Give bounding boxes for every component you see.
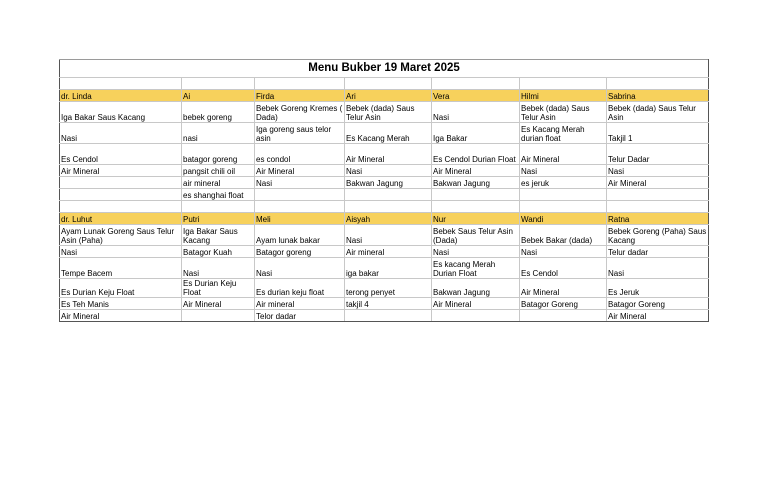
menu-cell[interactable]: Air Mineral	[607, 310, 709, 322]
menu-row	[60, 225, 709, 246]
menu-cell[interactable]	[60, 189, 182, 201]
blank-row	[60, 201, 709, 213]
cell[interactable]	[182, 78, 255, 90]
menu-cell[interactable]: Bebek (dada) Saus Telur Asin	[345, 102, 432, 123]
cell[interactable]	[182, 201, 255, 213]
cell[interactable]	[60, 201, 182, 213]
menu-cell[interactable]: Nasi	[182, 258, 255, 279]
menu-row	[60, 258, 709, 279]
menu-cell[interactable]	[432, 189, 520, 201]
menu-cell[interactable]: Nasi	[607, 165, 709, 177]
menu-cell[interactable]: bebek goreng	[182, 102, 255, 123]
menu-cell[interactable]: Ayam lunak bakar	[255, 225, 345, 246]
menu-cell[interactable]: Es Jeruk	[607, 279, 709, 298]
group2-header-row	[60, 213, 709, 225]
menu-cell[interactable]: Air Mineral	[520, 144, 607, 165]
menu-cell[interactable]: Nasi	[432, 102, 520, 123]
name-header-cell[interactable]: Putri	[182, 213, 255, 225]
menu-cell[interactable]: Nasi	[345, 165, 432, 177]
menu-row	[60, 310, 709, 322]
menu-cell[interactable]: Bebek Saus Telur Asin (Dada)	[432, 225, 520, 246]
cell[interactable]	[432, 201, 520, 213]
name-header-cell[interactable]: Aisyah	[345, 213, 432, 225]
menu-cell[interactable]: Nasi	[60, 246, 182, 258]
menu-cell[interactable]: Air Mineral	[607, 177, 709, 189]
menu-cell[interactable]: Nasi	[255, 258, 345, 279]
menu-cell[interactable]: Air mineral	[345, 246, 432, 258]
name-header-cell[interactable]: dr. Linda	[60, 90, 182, 102]
cell[interactable]	[607, 201, 709, 213]
menu-cell[interactable]: Batagor Goreng	[607, 298, 709, 310]
blank-row	[60, 78, 709, 90]
name-header-cell[interactable]: dr. Luhut	[60, 213, 182, 225]
menu-cell[interactable]: Bebek (dada) Saus Telur Asin	[607, 102, 709, 123]
menu-cell[interactable]: Bakwan Jagung	[345, 177, 432, 189]
menu-cell[interactable]	[520, 310, 607, 322]
name-header-cell[interactable]: Sabrina	[607, 90, 709, 102]
menu-cell[interactable]: Es Cendol	[520, 258, 607, 279]
name-header-cell[interactable]: Vera	[432, 90, 520, 102]
menu-cell[interactable]: Nasi	[345, 225, 432, 246]
name-header-cell[interactable]: Ari	[345, 90, 432, 102]
menu-cell[interactable]: pangsit chili oil	[182, 165, 255, 177]
menu-cell[interactable]: air mineral	[182, 177, 255, 189]
menu-cell[interactable]: Bakwan Jagung	[432, 177, 520, 189]
menu-cell[interactable]: Bebek Bakar (dada)	[520, 225, 607, 246]
menu-cell[interactable]: Es Cendol	[60, 144, 182, 165]
menu-cell[interactable]: Bebek (dada) Saus Telur Asin	[520, 102, 607, 123]
menu-cell[interactable]: Nasi	[432, 246, 520, 258]
menu-cell[interactable]: batagor goreng	[182, 144, 255, 165]
menu-cell[interactable]	[607, 189, 709, 201]
cell[interactable]	[520, 201, 607, 213]
menu-cell[interactable]: Takjil 1	[607, 123, 709, 144]
menu-spreadsheet	[59, 59, 709, 322]
cell[interactable]	[432, 78, 520, 90]
menu-cell[interactable]: Telor dadar	[255, 310, 345, 322]
menu-cell[interactable]: Es Durian Keju Float	[182, 279, 255, 298]
menu-cell[interactable]: Iga goreng saus telor asin	[255, 123, 345, 144]
menu-cell[interactable]: Es Teh Manis	[60, 298, 182, 310]
sheet-title[interactable]: Menu Bukber 19 Maret 2025	[60, 60, 709, 78]
menu-row	[60, 246, 709, 258]
menu-cell[interactable]: Iga Bakar Saus Kacang	[60, 102, 182, 123]
menu-row	[60, 177, 709, 189]
menu-cell[interactable]	[182, 310, 255, 322]
menu-cell[interactable]: takjil 4	[345, 298, 432, 310]
menu-cell[interactable]: Air Mineral	[345, 144, 432, 165]
menu-cell[interactable]: Air Mineral	[182, 298, 255, 310]
name-header-cell[interactable]: Firda	[255, 90, 345, 102]
cell[interactable]	[345, 201, 432, 213]
menu-cell[interactable]: Bebek Goreng Kremes ( Dada)	[255, 102, 345, 123]
name-header-cell[interactable]: Nur	[432, 213, 520, 225]
menu-cell[interactable]: Telur Dadar	[607, 144, 709, 165]
menu-cell[interactable]: es jeruk	[520, 177, 607, 189]
menu-cell[interactable]: Air Mineral	[432, 298, 520, 310]
menu-cell[interactable]: Air Mineral	[60, 310, 182, 322]
menu-cell[interactable]: Es kacang Merah Durian Float	[432, 258, 520, 279]
menu-cell[interactable]: Air Mineral	[520, 279, 607, 298]
menu-cell[interactable]: Batagor Goreng	[520, 298, 607, 310]
menu-cell[interactable]	[60, 177, 182, 189]
menu-cell[interactable]: Bebek Goreng (Paha) Saus Kacang	[607, 225, 709, 246]
name-header-cell[interactable]: Ratna	[607, 213, 709, 225]
menu-cell[interactable]	[432, 310, 520, 322]
menu-cell[interactable]: Es Kacang Merah durian float	[520, 123, 607, 144]
menu-cell[interactable]: Es Cendol Durian Float	[432, 144, 520, 165]
cell[interactable]	[255, 201, 345, 213]
menu-row	[60, 102, 709, 123]
cell[interactable]	[520, 78, 607, 90]
menu-row	[60, 144, 709, 165]
name-header-cell[interactable]: Meli	[255, 213, 345, 225]
menu-cell[interactable]: Es Durian Keju Float	[60, 279, 182, 298]
menu-cell[interactable]	[520, 189, 607, 201]
menu-cell[interactable]: Tempe Bacem	[60, 258, 182, 279]
menu-cell[interactable]	[255, 189, 345, 201]
menu-cell[interactable]: Es durian keju float	[255, 279, 345, 298]
menu-cell[interactable]: es condol	[255, 144, 345, 165]
cell[interactable]	[255, 78, 345, 90]
menu-cell[interactable]: Nasi	[255, 177, 345, 189]
menu-cell[interactable]: Es Kacang Merah	[345, 123, 432, 144]
cell[interactable]	[345, 78, 432, 90]
menu-cell[interactable]: Nasi	[60, 123, 182, 144]
menu-cell[interactable]: Bakwan Jagung	[432, 279, 520, 298]
menu-cell[interactable]: Air Mineral	[432, 165, 520, 177]
menu-cell[interactable]: Batagor Kuah	[182, 246, 255, 258]
menu-cell[interactable]	[345, 189, 432, 201]
menu-row	[60, 298, 709, 310]
cell[interactable]	[607, 78, 709, 90]
menu-cell[interactable]	[345, 310, 432, 322]
menu-row	[60, 189, 709, 201]
menu-row	[60, 123, 709, 144]
menu-row	[60, 165, 709, 177]
menu-cell[interactable]: Iga Bakar Saus Kacang	[182, 225, 255, 246]
menu-cell[interactable]: terong penyet	[345, 279, 432, 298]
menu-cell[interactable]: Air Mineral	[60, 165, 182, 177]
menu-cell[interactable]: es shanghai float	[182, 189, 255, 201]
menu-cell[interactable]: Ayam Lunak Goreng Saus Telur Asin (Paha)	[60, 225, 182, 246]
menu-cell[interactable]: Nasi	[520, 246, 607, 258]
group1-header-row	[60, 90, 709, 102]
menu-cell[interactable]: Nasi	[520, 165, 607, 177]
menu-cell[interactable]: Air mineral	[255, 298, 345, 310]
cell[interactable]	[60, 78, 182, 90]
menu-cell[interactable]: Batagor goreng	[255, 246, 345, 258]
menu-cell[interactable]: Nasi	[607, 258, 709, 279]
menu-row	[60, 279, 709, 298]
name-header-cell[interactable]: Ai	[182, 90, 255, 102]
menu-cell[interactable]: iga bakar	[345, 258, 432, 279]
menu-cell[interactable]: Air Mineral	[255, 165, 345, 177]
name-header-cell[interactable]: Wandi	[520, 213, 607, 225]
menu-cell[interactable]: nasi	[182, 123, 255, 144]
name-header-cell[interactable]: Hilmi	[520, 90, 607, 102]
menu-cell[interactable]: Iga Bakar	[432, 123, 520, 144]
menu-cell[interactable]: Telur dadar	[607, 246, 709, 258]
